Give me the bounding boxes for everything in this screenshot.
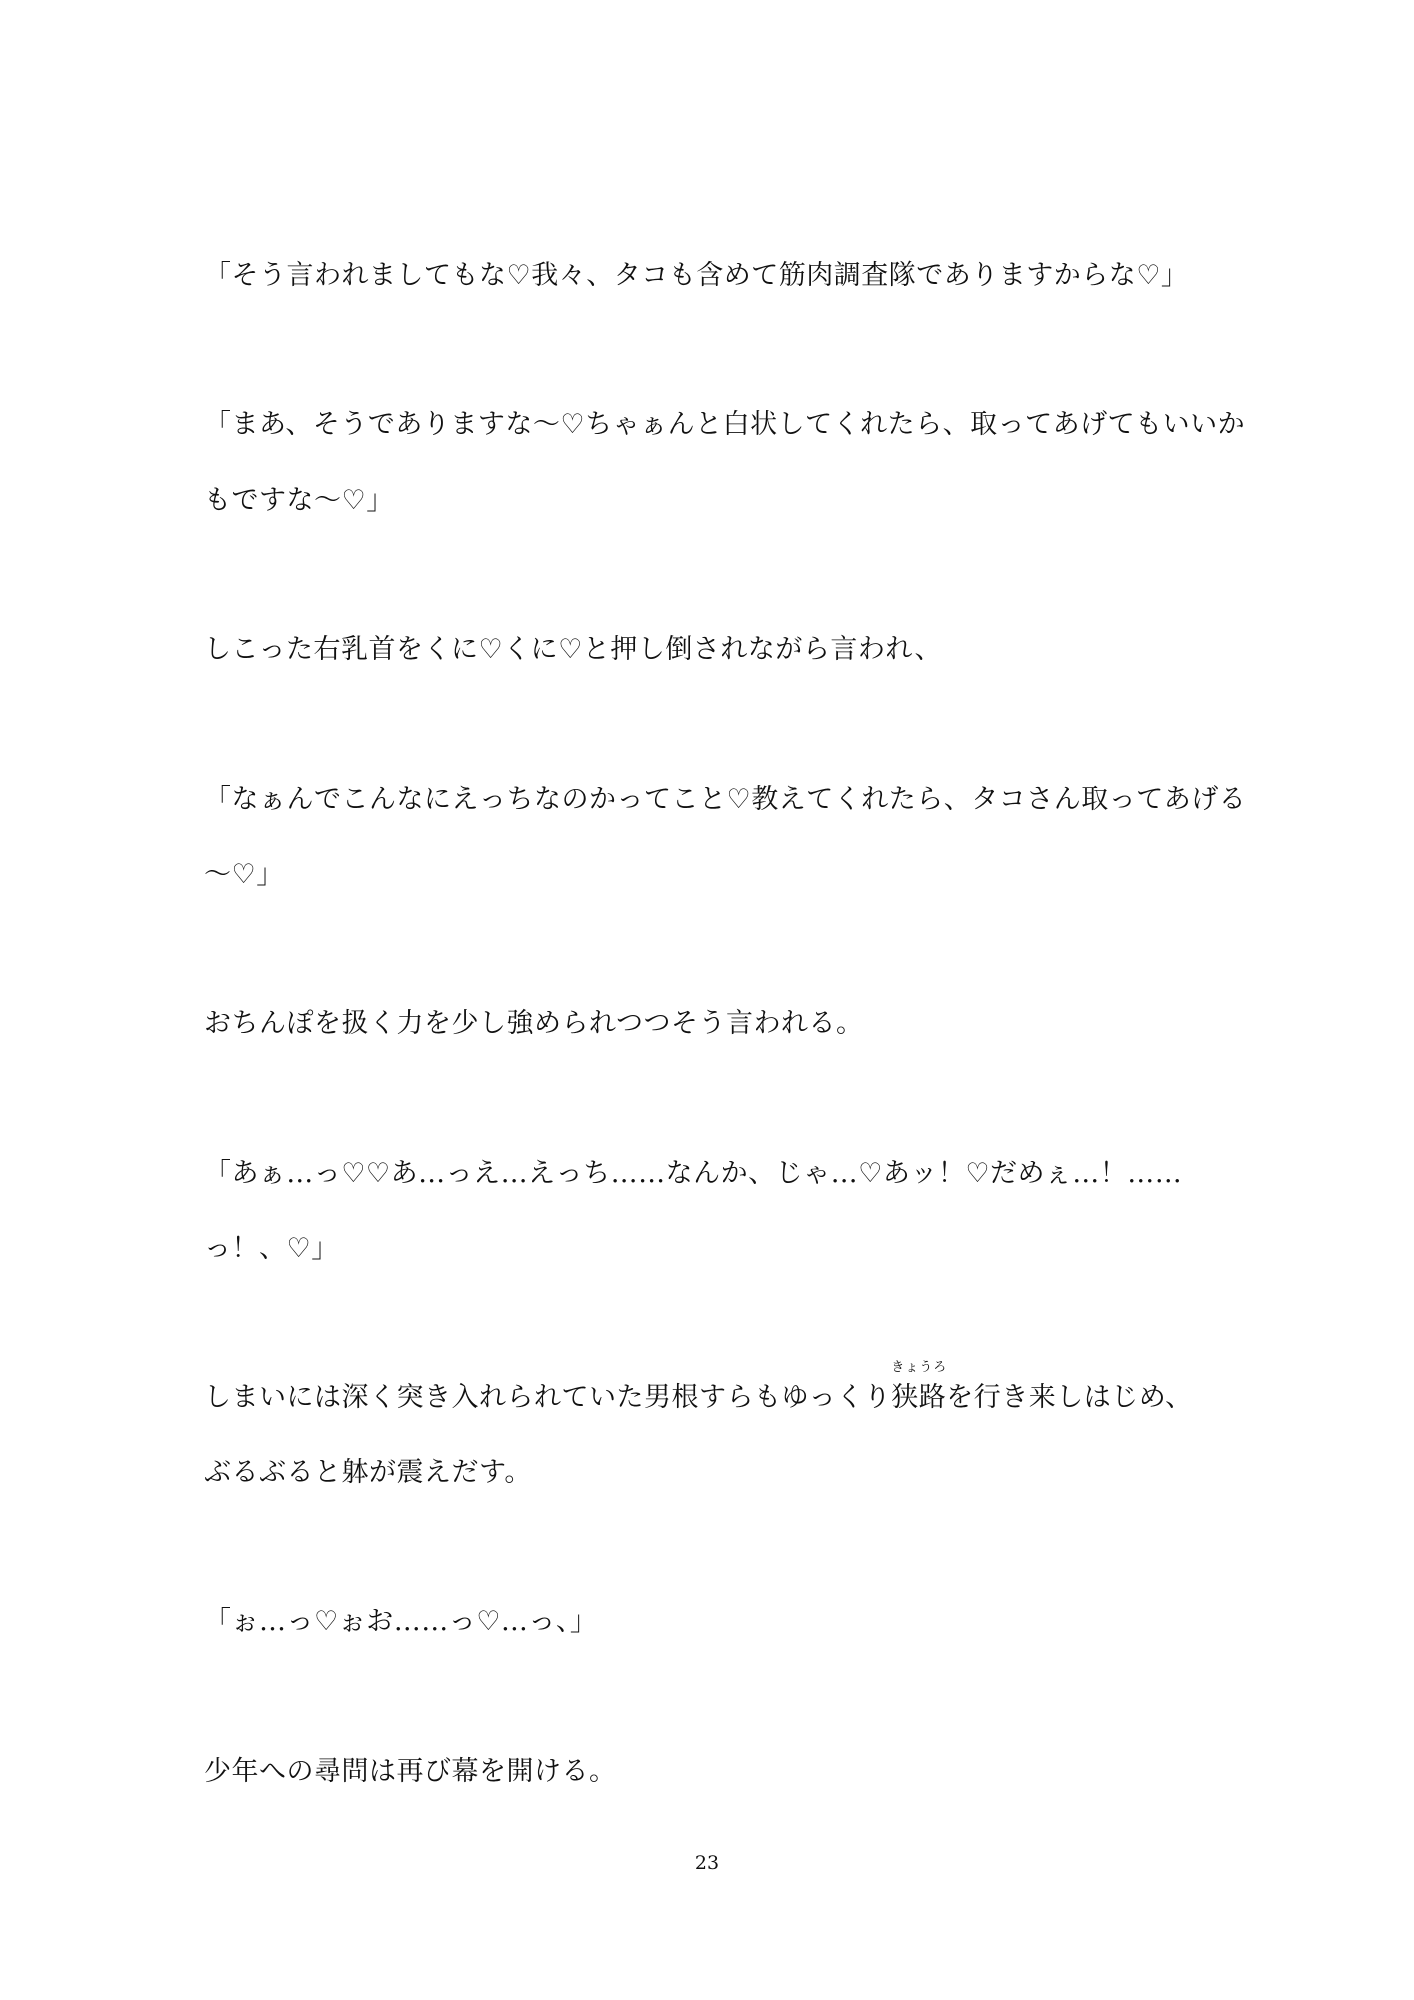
ruby-annotation: [891, 1360, 948, 1416]
paragraph-line-2: 「まあ、そうでありますな〜♡ちゃぁんと白状してくれたら、取ってあげてもいいか: [204, 409, 1246, 440]
paragraph-line-8: 「あぁ…っ♡♡あ…っえ…えっち……なんか、じゃ…♡あッ！♡だめぇ…！……: [204, 1158, 1183, 1189]
ruby-base: 狭路: [891, 1382, 947, 1413]
paragraph-line-4: しこった右乳首をくに♡くに♡と押し倒されながら言われ、: [204, 634, 942, 665]
paragraph-line-6: 〜♡」: [204, 859, 284, 890]
paragraph-line-5: 「なぁんでこんなにえっちなのかってこと♡教えてくれたら、タコさん取ってあげる: [204, 784, 1247, 815]
paragraph-line-9: っ！、♡」: [204, 1233, 339, 1264]
paragraph-line-13: 少年への尋問は再び幕を開ける。: [204, 1756, 617, 1787]
line-10-text-before-ruby: しまいには深く突き入れられていた男根すらもゆっくり: [204, 1382, 892, 1413]
paragraph-line-1: 「そう言われましてもな♡我々、タコも含めて筋肉調査隊でありますからな♡」: [204, 260, 1189, 291]
paragraph-line-7: おちんぽを扱く力を少し強められつつそう言われる。: [204, 1008, 864, 1039]
ruby-reading: きょうろ: [891, 1360, 948, 1375]
paragraph-line-11: ぶるぶると躰が震えだす。: [204, 1457, 532, 1488]
paragraph-line-3: もですな〜♡」: [204, 485, 394, 516]
page-number: 23: [694, 1852, 720, 1874]
paragraph-line-12: 「ぉ…っ♡ぉお……っ♡…っ、」: [204, 1606, 598, 1637]
line-10-text-after-ruby: を行き来しはじめ、: [946, 1382, 1193, 1413]
paragraph-line-10: [204, 1360, 1193, 1416]
